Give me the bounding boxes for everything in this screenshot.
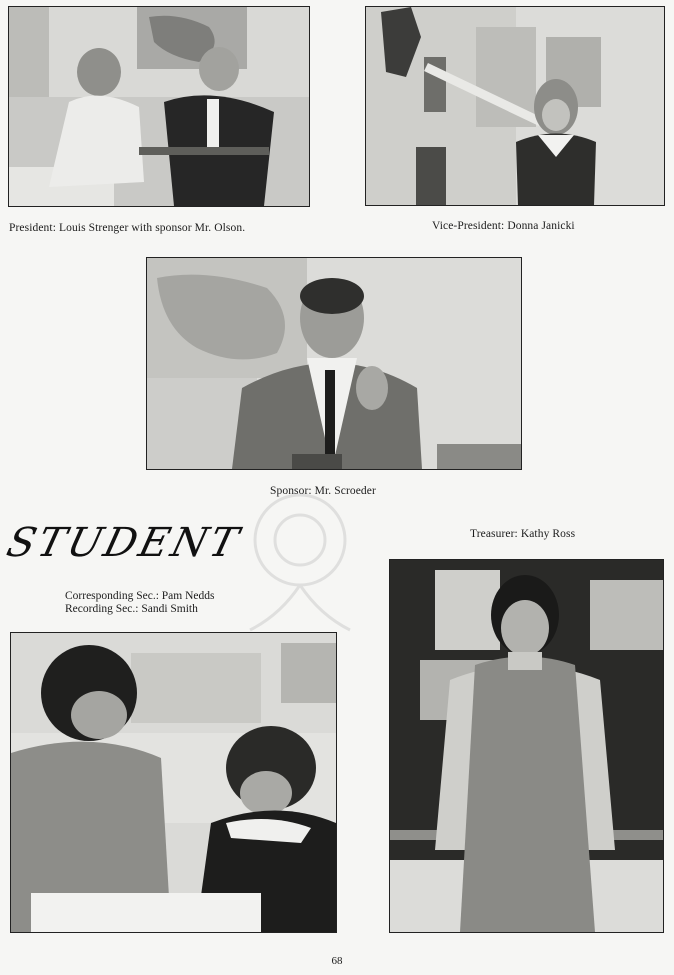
- secretaries-caption: [65, 590, 214, 616]
- photo-vice-president: [365, 6, 665, 206]
- photo-president-with-sponsor: [8, 6, 310, 207]
- page-heading: STUDENT: [2, 520, 246, 566]
- caption-vice-president: Vice-President: Donna Janicki: [432, 220, 575, 232]
- photo-treasurer: [389, 559, 664, 933]
- caption-treasurer: Treasurer: Kathy Ross: [470, 528, 576, 540]
- caption-president: President: Louis Strenger with sponsor Mr. Olson.: [9, 222, 246, 234]
- caption-sponsor: Sponsor: Mr. Scroeder: [270, 485, 376, 497]
- caption-corresponding-sec: Corresponding Sec.: Pam Nedds: [65, 590, 215, 602]
- page-number: 68: [331, 955, 343, 967]
- photo-secretaries: [10, 632, 337, 933]
- caption-recording-sec: Recording Sec.: Sandi Smith: [65, 603, 198, 615]
- photo-sponsor: [146, 257, 522, 470]
